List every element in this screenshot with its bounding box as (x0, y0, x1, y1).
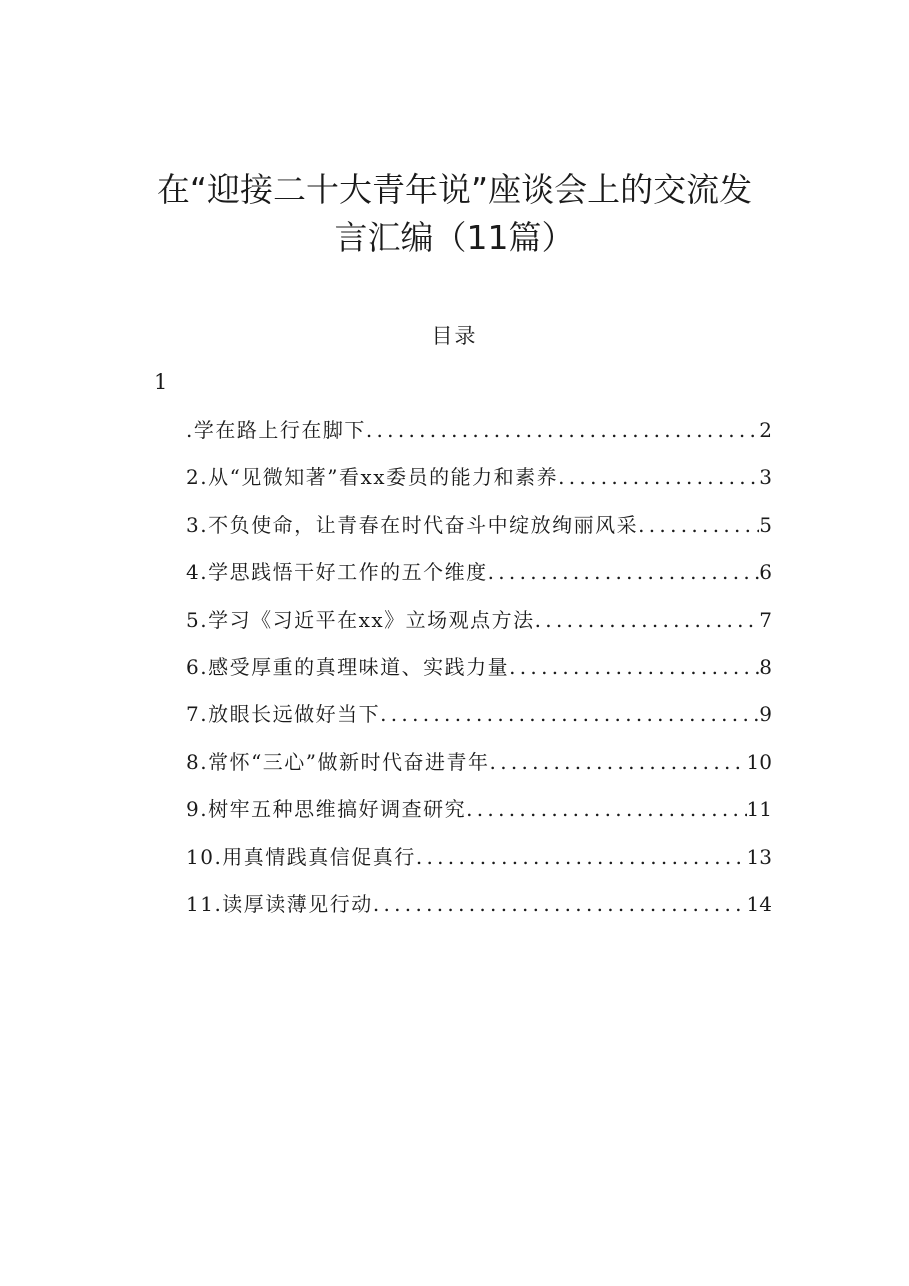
toc-entry-page: 14 (746, 891, 772, 916)
toc-entry[interactable] (186, 746, 772, 793)
toc-entry-page: 2 (759, 418, 772, 442)
toc-leader-dots (488, 560, 760, 584)
toc-heading: 目录 (431, 324, 478, 348)
toc-entry-page: 8 (759, 654, 772, 679)
toc-entry[interactable] (186, 888, 772, 935)
toc-entry[interactable] (186, 509, 772, 556)
document-title (120, 166, 789, 262)
toc-leader-dots (366, 418, 759, 442)
toc-entry[interactable] (186, 698, 772, 745)
toc-leader-dots (373, 892, 747, 916)
toc-entry-title: 4.学思践悟干好工作的五个维度 (186, 560, 488, 585)
toc-leader-dots (558, 465, 759, 489)
toc-entry-page: 9 (759, 702, 772, 727)
title-line-2: 言汇编（11篇） (334, 218, 575, 257)
toc-entry[interactable] (186, 793, 772, 840)
table-of-contents (186, 414, 772, 935)
toc-entry-page: 13 (746, 844, 772, 869)
toc-entry-page: 3 (759, 465, 772, 490)
toc-entry[interactable] (186, 461, 772, 508)
toc-leader-dots (466, 797, 746, 821)
toc-entry[interactable] (186, 651, 772, 698)
toc-entry-title: 7.放眼长远做好当下 (186, 702, 381, 727)
toc-entry-title: 3.不负使命，让青春在时代奋斗中绽放绚丽风采 (186, 512, 639, 537)
toc-leader-dots (535, 608, 760, 632)
toc-entry-title: 2.从“见微知著”看xx委员的能力和素养 (186, 465, 559, 490)
toc-entry-page: 10 (746, 749, 772, 774)
toc-entry-title: 8.常怀“三心”做新时代奋进青年 (186, 749, 490, 774)
toc-entry-title: 6.感受厚重的真理味道、实践力量 (186, 654, 510, 679)
toc-entry-page: 11 (746, 797, 772, 822)
toc-entry-page: 6 (759, 560, 772, 585)
toc-leader-dots (380, 702, 759, 726)
toc-entry-title: 5.学习《习近平在xx》立场观点方法 (186, 607, 535, 632)
toc-entry-title: .学在路上行在脚下 (186, 418, 366, 442)
toc-entry[interactable] (186, 604, 772, 651)
toc-leader-dots (638, 513, 759, 537)
toc-entry[interactable] (186, 841, 772, 888)
toc-leader-dots (416, 845, 747, 869)
toc-leader-dots (509, 655, 759, 679)
toc-entry[interactable] (186, 556, 772, 603)
toc-orphan-number: 1 (154, 370, 168, 394)
toc-entry-page: 5 (759, 512, 772, 537)
toc-entry-title: 10.用真情践真信促真行 (186, 844, 416, 869)
toc-entry-title: 11.读厚读薄见行动 (186, 891, 373, 916)
title-line-1: 在“迎接二十大青年说”座谈会上的交流发 (156, 170, 753, 209)
toc-entry-title: 9.树牢五种思维搞好调查研究 (186, 797, 467, 822)
toc-leader-dots (490, 750, 747, 774)
toc-entry-page: 7 (759, 607, 772, 632)
toc-entry[interactable] (186, 414, 772, 461)
